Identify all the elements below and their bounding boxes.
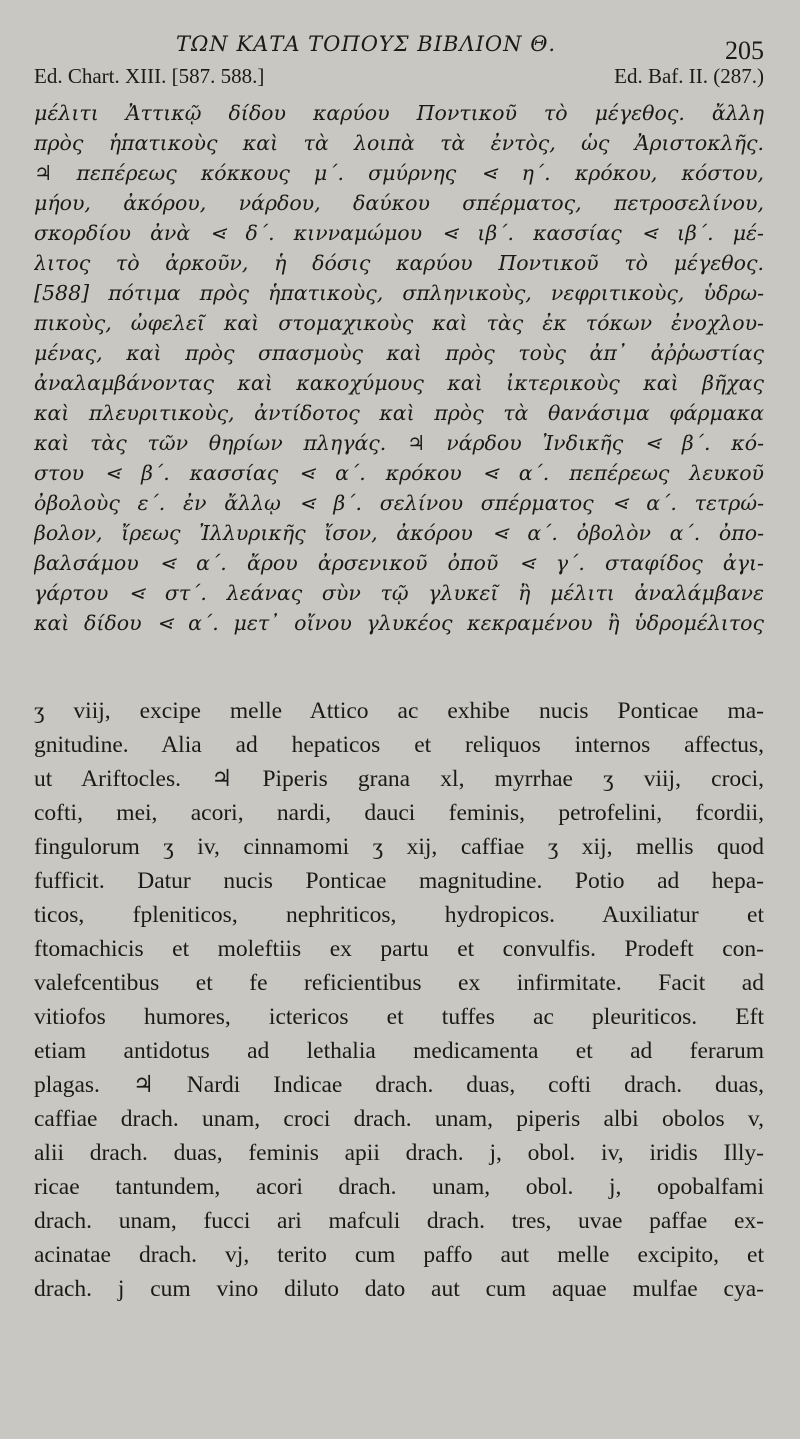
latin-text-line: drach. unam, fucci ari mafculi drach. tres, uvae paffae ex- (34, 1208, 764, 1234)
latin-text-line: ricae tantundem, acori drach. unam, obol. j, opobalfami (34, 1174, 764, 1200)
greek-text-line: λιτος τὸ ἀρκοῦν, ἡ δόσις καρύου Ποντικοῦ τὸ μέγεθος. (34, 251, 764, 275)
latin-text-line: valefcentibus et fe reficientibus ex infirmitate. Facit ad (34, 970, 764, 996)
greek-text-line: στου ⋖ β΄. κασσίας ⋖ α΄. κρόκου ⋖ α΄. πεπέρεως λευκοῦ (34, 461, 764, 485)
latin-text-line: vitiofos humores, ictericos et tuffes ac pleuriticos. Eft (34, 1004, 764, 1030)
page-number: 205 (725, 36, 764, 65)
greek-text-line: [588] πότιμα πρὸς ἡπατικοὺς, σπληνικοὺς, νεφριτικοὺς, ὑδρω- (34, 281, 764, 305)
latin-text-line: ut Ariftocles. ♃ Piperis grana xl, myrrhae ʒ viij, croci, (34, 766, 764, 792)
greek-text-line: ὀβολοὺς ε΄. ἐν ἄλλῳ ⋖ β΄. σελίνου σπέρματος ⋖ α΄. τετρώ- (34, 491, 764, 515)
edition-reference-line (34, 64, 764, 92)
greek-text-line: ἀναλαμβάνοντας καὶ κακοχύμους καὶ ἰκτερικοὺς καὶ βῆχας (34, 371, 764, 395)
greek-text-line: καὶ πλευριτικοὺς, ἀντίδοτος καὶ πρὸς τὰ θανάσιμα φάρμακα (34, 401, 764, 425)
running-head (34, 28, 764, 65)
greek-text-line: βαλσάμου ⋖ α΄. ἄρου ἀρσενικοῦ ὀποῦ ⋖ γ΄. σταφίδος ἀγι- (34, 551, 764, 575)
edition-basel-reference: Ed. Baf. II. (287.) (614, 64, 764, 88)
latin-text-line: plagas. ♃ Nardi Indicae drach. duas, cofti drach. duas, (34, 1072, 764, 1098)
greek-text-line: μήου, ἀκόρου, νάρδου, δαύκου σπέρματος, πετροσελίνου, (34, 191, 764, 215)
latin-text-line: etiam antidotus ad lethalia medicamenta et ad ferarum (34, 1038, 764, 1064)
greek-text-line: καὶ δίδου ⋖ α΄. μετ᾽ οἴνου γλυκέος κεκραμένου ἢ ὑδρομέλιτος (34, 611, 764, 635)
latin-text-line: alii drach. duas, feminis apii drach. j, obol. iv, iridis Illy- (34, 1140, 764, 1166)
greek-text-line: ♃ πεπέρεως κόκκους μ΄. σμύρνης ⋖ η΄. κρόκου, κόστου, (34, 161, 764, 185)
edition-chartier-reference: Ed. Chart. XIII. [587. 588.] (34, 64, 265, 88)
greek-text-line: πικοὺς, ὠφελεῖ καὶ στομαχικοὺς καὶ τὰς ἐκ τόκων ἐνοχλου- (34, 311, 764, 335)
latin-text-line: acinatae drach. vj, terito cum paffo aut melle excipito, et (34, 1242, 764, 1268)
latin-text-line: fingulorum ʒ iv, cinnamomi ʒ xij, caffiae ʒ xij, mellis quod (34, 834, 764, 860)
latin-text-line: ftomachicis et moleftiis ex partu et convulfis. Prodeft con- (34, 936, 764, 962)
latin-text-line: caffiae drach. unam, croci drach. unam, piperis albi obolos v, (34, 1106, 764, 1132)
latin-text-line: cofti, mei, acori, nardi, dauci feminis, petrofelini, fcordii, (34, 800, 764, 826)
running-title: ΤΩΝ ΚΑΤΑ ΤΟΠΟΥΣ ΒΙΒΛΙΟΝ Θ. (176, 32, 557, 56)
latin-text-line: ʒ viij, excipe melle Attico ac exhibe nucis Ponticae ma- (34, 698, 764, 724)
greek-text-line: καὶ τὰς τῶν θηρίων πληγάς. ♃ νάρδου Ἰνδικῆς ⋖ β΄. κό- (34, 431, 764, 455)
latin-text-line: gnitudine. Alia ad hepaticos et reliquos internos affectus, (34, 732, 764, 758)
greek-text-block (34, 98, 764, 638)
greek-text-line: βολον, ἴρεως Ἰλλυρικῆς ἴσον, ἀκόρου ⋖ α΄. ὀβολὸν α΄. ὀπο- (34, 521, 764, 545)
greek-text-line: σκορδίου ἀνὰ ⋖ δ΄. κινναμώμου ⋖ ιβ΄. κασσίας ⋖ ιβ΄. μέ- (34, 221, 764, 245)
latin-translation-block (34, 694, 764, 1306)
greek-text-line: πρὸς ἡπατικοὺς καὶ τὰ λοιπὰ τὰ ἐντὸς, ὡς Ἀριστοκλῆς. (34, 131, 764, 155)
latin-text-line: ticos, fpleniticos, nephriticos, hydropicos. Auxiliatur et (34, 902, 764, 928)
latin-text-line: fufficit. Datur nucis Ponticae magnitudine. Potio ad hepa- (34, 868, 764, 894)
greek-text-line: μένας, καὶ πρὸς σπασμοὺς καὶ πρὸς τοὺς ἀπ᾽ ἀῤῥωστίας (34, 341, 764, 365)
latin-text-line: drach. j cum vino diluto dato aut cum aquae mulfae cya- (34, 1276, 764, 1302)
section-gap (34, 638, 764, 694)
greek-text-line: γάρτου ⋖ στ΄. λεάνας σὺν τῷ γλυκεῖ ἢ μέλιτι ἀναλάμβανε (34, 581, 764, 605)
greek-text-line: μέλιτι Ἀττικῷ δίδου καρύου Ποντικοῦ τὸ μέγεθος. ἄλλη (34, 101, 764, 125)
